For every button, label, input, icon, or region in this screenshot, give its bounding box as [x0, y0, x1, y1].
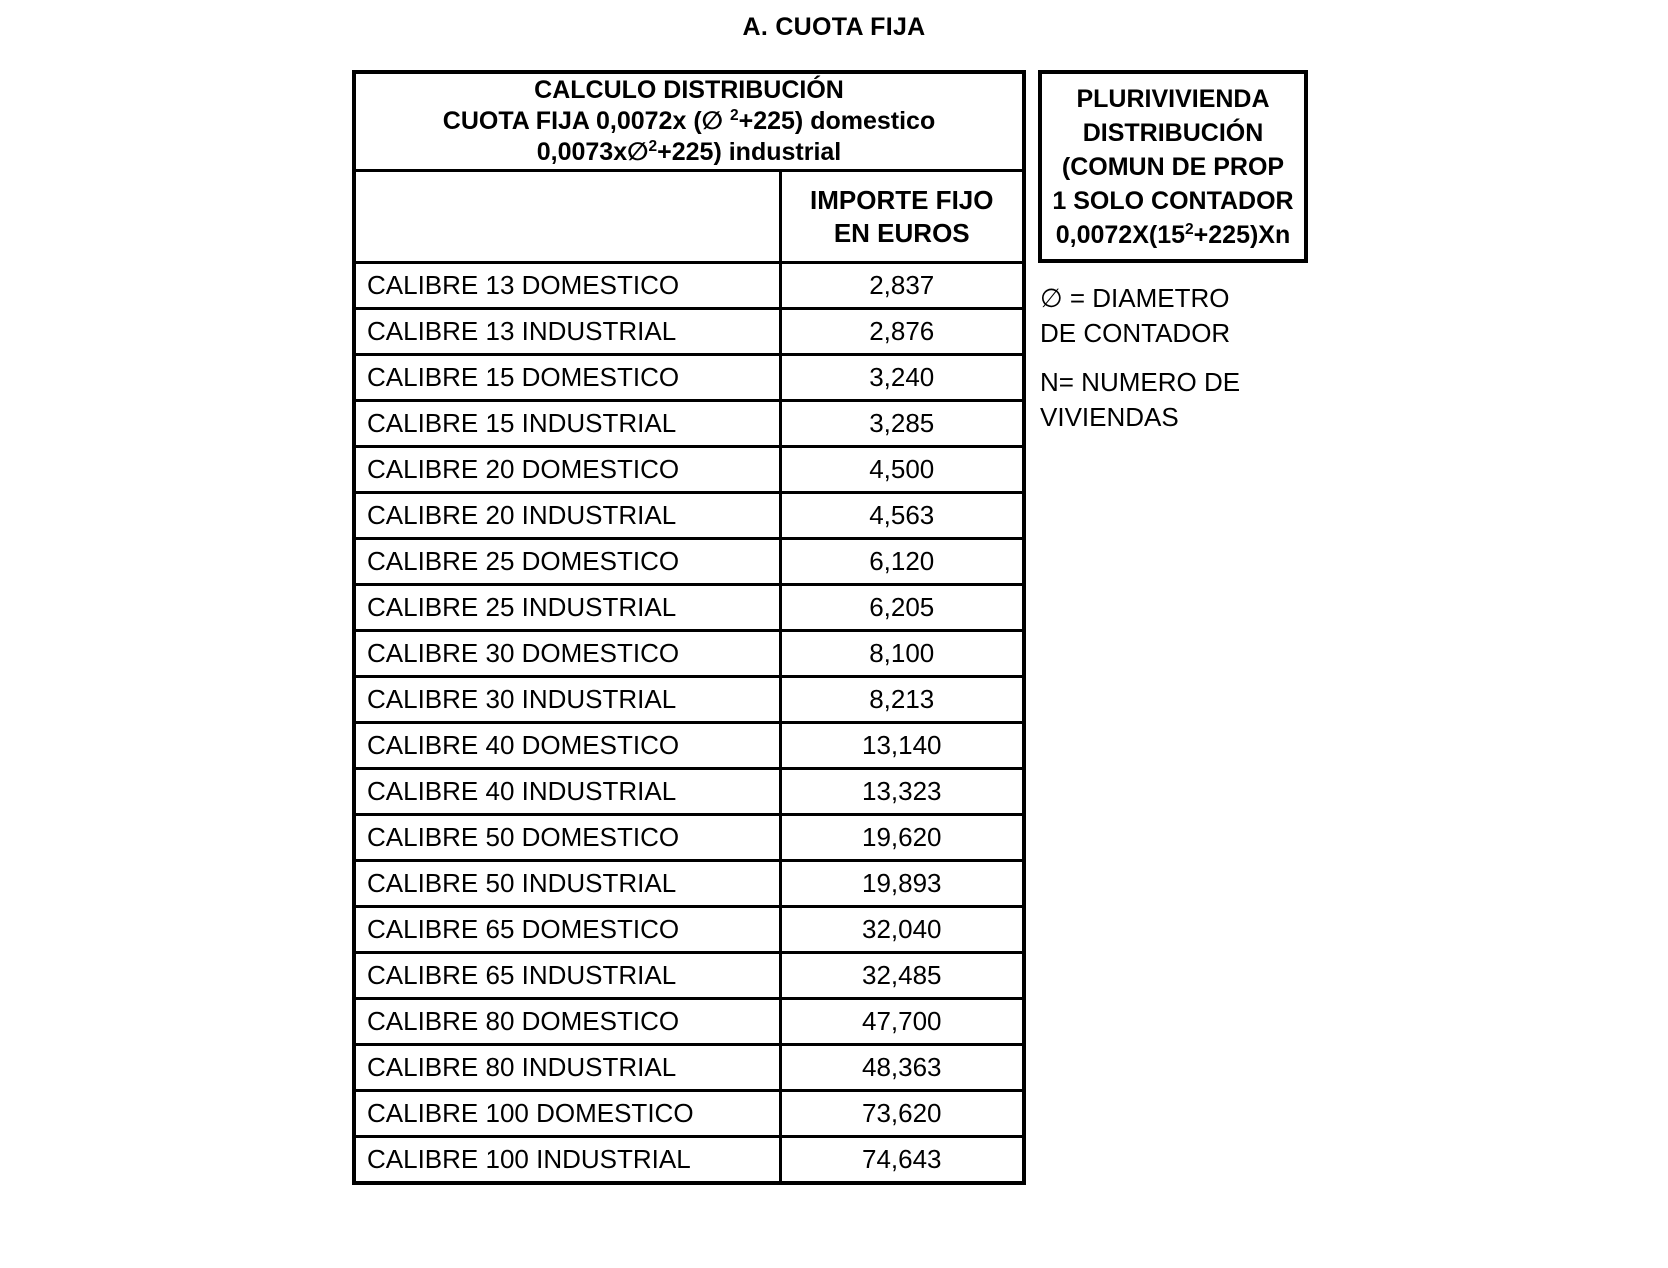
calibre-label: CALIBRE 40 INDUSTRIAL: [354, 769, 780, 815]
table-row: [354, 263, 1024, 309]
calibre-label: CALIBRE 80 DOMESTICO: [354, 999, 780, 1045]
side-box-line-1: PLURIVIVIENDA: [1076, 84, 1270, 113]
empty-header-cell: [354, 171, 780, 263]
importe-value: 6,120: [780, 539, 1024, 585]
table-formula-row: [354, 72, 1024, 171]
table-row: [354, 999, 1024, 1045]
calibre-label: CALIBRE 100 INDUSTRIAL: [354, 1137, 780, 1183]
importe-value: 19,893: [780, 861, 1024, 907]
superscript-2: 2: [1185, 220, 1194, 238]
importe-value: 4,500: [780, 447, 1024, 493]
amount-column-header: [780, 171, 1024, 263]
table-row: [354, 585, 1024, 631]
table-row: [354, 953, 1024, 999]
side-box-formula-post: +225)Xn: [1193, 220, 1291, 249]
importe-value: 4,563: [780, 493, 1024, 539]
n-legend-line-2: VIVIENDAS: [1040, 402, 1179, 432]
calibre-label: CALIBRE 15 INDUSTRIAL: [354, 401, 780, 447]
formula-line-3-pre: 0,0073x∅: [536, 138, 649, 166]
table-column-header-row: [354, 171, 1024, 263]
legend: [1040, 281, 1240, 435]
table-row: [354, 815, 1024, 861]
diameter-legend-line-1: ∅ = DIAMETRO: [1040, 283, 1230, 313]
formula-line-3: [357, 137, 1021, 168]
table-row: [354, 539, 1024, 585]
calibre-label: CALIBRE 100 DOMESTICO: [354, 1091, 780, 1137]
table-formula-header: [354, 72, 1024, 171]
importe-value: 8,100: [780, 631, 1024, 677]
table-row: [354, 723, 1024, 769]
formula-line-2-post: +225) domestico: [738, 107, 936, 135]
importe-value: 3,240: [780, 355, 1024, 401]
importe-value: 32,040: [780, 907, 1024, 953]
importe-value: 48,363: [780, 1045, 1024, 1091]
side-box-line-3: (COMUN DE PROP: [1061, 152, 1285, 181]
calibre-label: CALIBRE 20 INDUSTRIAL: [354, 493, 780, 539]
importe-value: 2,876: [780, 309, 1024, 355]
importe-value: 32,485: [780, 953, 1024, 999]
formula-line-1: CALCULO DISTRIBUCIÓN: [534, 76, 844, 104]
calibre-label: CALIBRE 25 DOMESTICO: [354, 539, 780, 585]
calibre-label: CALIBRE 25 INDUSTRIAL: [354, 585, 780, 631]
importe-value: 74,643: [780, 1137, 1024, 1183]
table-row: [354, 1091, 1024, 1137]
calibre-label: CALIBRE 30 DOMESTICO: [354, 631, 780, 677]
calibre-label: CALIBRE 50 INDUSTRIAL: [354, 861, 780, 907]
table-row: [354, 1045, 1024, 1091]
table-row: [354, 631, 1024, 677]
calibre-label: CALIBRE 65 INDUSTRIAL: [354, 953, 780, 999]
table-row: [354, 1137, 1024, 1183]
calibre-label: CALIBRE 15 DOMESTICO: [354, 355, 780, 401]
table-row: [354, 677, 1024, 723]
formula-line-3-post: +225) industrial: [657, 138, 842, 166]
table-row: [354, 355, 1024, 401]
page-title: A. CUOTA FIJA: [742, 13, 926, 41]
calibre-label: CALIBRE 20 DOMESTICO: [354, 447, 780, 493]
importe-value: 73,620: [780, 1091, 1024, 1137]
table-row: [354, 493, 1024, 539]
importe-value: 13,323: [780, 769, 1024, 815]
formula-line-2-pre: CUOTA FIJA 0,0072x (∅: [442, 107, 730, 135]
table-row: [354, 907, 1024, 953]
amount-header-line-1: IMPORTE FIJO: [810, 184, 994, 215]
calibre-label: CALIBRE 40 DOMESTICO: [354, 723, 780, 769]
calibre-label: CALIBRE 65 DOMESTICO: [354, 907, 780, 953]
amount-header-line-2: EN EUROS: [833, 217, 970, 248]
table-row: [354, 309, 1024, 355]
importe-value: 19,620: [780, 815, 1024, 861]
n-legend: [1040, 365, 1240, 435]
calibre-label: CALIBRE 13 DOMESTICO: [354, 263, 780, 309]
side-box-line-4: 1 SOLO CONTADOR: [1052, 186, 1294, 215]
n-legend-line-1: N= NUMERO DE: [1040, 367, 1241, 397]
table-row: [354, 401, 1024, 447]
calibre-label: CALIBRE 50 DOMESTICO: [354, 815, 780, 861]
calibre-label: CALIBRE 13 INDUSTRIAL: [354, 309, 780, 355]
table-row: [354, 861, 1024, 907]
diameter-legend: [1040, 281, 1240, 351]
side-box-formula: [1056, 218, 1291, 252]
importe-value: 2,837: [780, 263, 1024, 309]
cuota-fija-table: [352, 70, 1026, 1185]
importe-value: 47,700: [780, 999, 1024, 1045]
calibre-label: CALIBRE 30 INDUSTRIAL: [354, 677, 780, 723]
table-row: [354, 769, 1024, 815]
superscript-2: 2: [730, 107, 739, 125]
importe-value: 13,140: [780, 723, 1024, 769]
importe-value: 3,285: [780, 401, 1024, 447]
plurivivienda-box: [1038, 70, 1308, 263]
table-row: [354, 447, 1024, 493]
formula-line-2: [357, 106, 1021, 137]
importe-value: 6,205: [780, 585, 1024, 631]
diameter-legend-line-2: DE CONTADOR: [1040, 318, 1231, 348]
side-box-line-2: DISTRIBUCIÓN: [1082, 118, 1264, 147]
calibre-label: CALIBRE 80 INDUSTRIAL: [354, 1045, 780, 1091]
superscript-2: 2: [648, 138, 658, 156]
importe-value: 8,213: [780, 677, 1024, 723]
side-box-formula-pre: 0,0072X(15: [1055, 220, 1186, 249]
